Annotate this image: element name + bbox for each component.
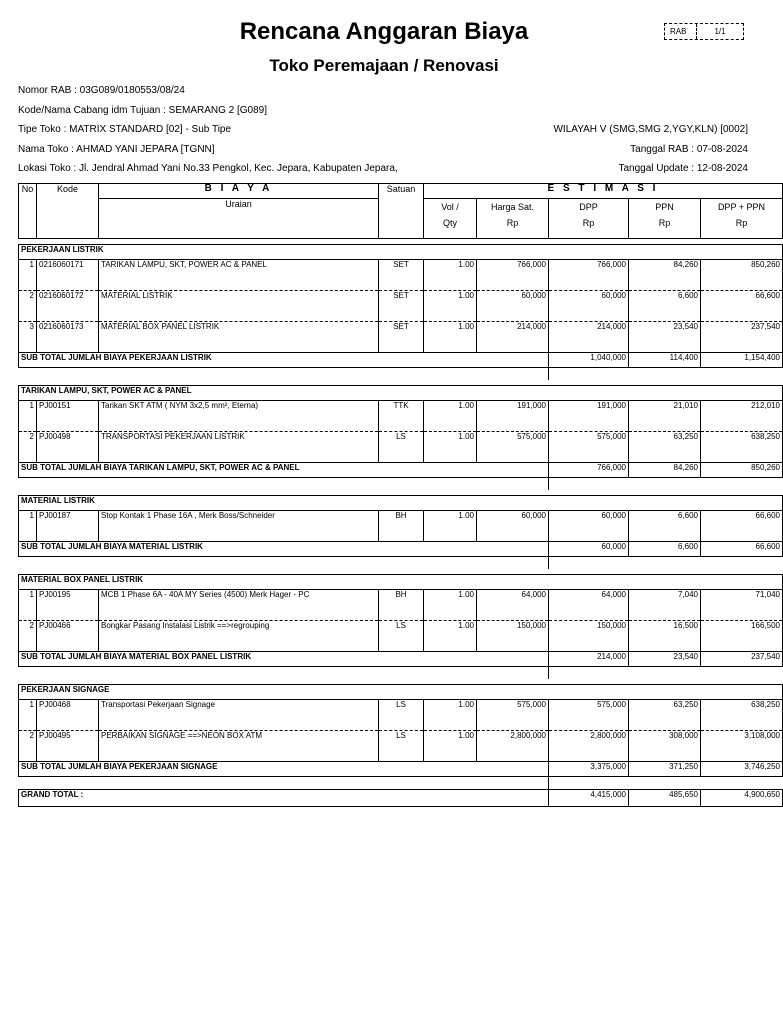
item-kode: PJ00466: [37, 621, 99, 652]
item-dpp: 150,000: [549, 621, 629, 652]
item-harga: 575,000: [477, 700, 549, 731]
item-no: 2: [19, 432, 37, 463]
section-title: MATERIAL BOX PANEL LISTRIK: [19, 575, 783, 590]
subtotal-ppn: 114,400: [629, 353, 701, 368]
subtotal-label: SUB TOTAL JUMLAH BIAYA MATERIAL LISTRIK: [19, 542, 549, 557]
subtotal-ppn: 23,540: [629, 652, 701, 667]
subtotal-ppn: 6,600: [629, 542, 701, 557]
table-row: [19, 700, 783, 731]
item-vol: 1.00: [424, 291, 477, 322]
item-vol: 1.00: [424, 731, 477, 762]
section-header: [19, 575, 783, 590]
item-vol: 1.00: [424, 322, 477, 353]
item-total: 212,010: [701, 401, 783, 432]
item-vol: 1.00: [424, 590, 477, 621]
item-kode: PJ00151: [37, 401, 99, 432]
item-satuan: LS: [379, 700, 424, 731]
subtotal-ppn: 84,260: [629, 463, 701, 478]
item-no: 1: [19, 511, 37, 542]
document-title: Rencana Anggaran Biaya: [239, 18, 529, 45]
col-uraian: Uraian: [225, 199, 252, 209]
table-row: [19, 260, 783, 291]
item-no: 2: [19, 291, 37, 322]
col-no: No: [21, 184, 34, 194]
section-title: TARIKAN LAMPU, SKT, POWER AC & PANEL: [19, 386, 783, 401]
item-ppn: 308,000: [629, 731, 701, 762]
item-harga: 766,000: [477, 260, 549, 291]
item-kode: PJ00187: [37, 511, 99, 542]
item-harga: 150,000: [477, 621, 549, 652]
item-satuan: SET: [379, 260, 424, 291]
rab-label: RAB: [665, 24, 697, 39]
item-vol: 1.00: [424, 260, 477, 291]
item-harga: 2,800,000: [477, 731, 549, 762]
col-dpp: DPP: [579, 202, 598, 212]
rab-page-box: [664, 23, 744, 40]
col-biaya: B I A Y A: [204, 183, 273, 194]
subtotal-label: SUB TOTAL JUMLAH BIAYA PEKERJAAN LISTRIK: [19, 353, 549, 368]
col-qty: Qty: [442, 218, 457, 228]
item-ppn: 7,040: [629, 590, 701, 621]
col-kode: Kode: [56, 184, 79, 194]
tanggal-rab: Tanggal RAB : 07-08-2024: [630, 144, 748, 155]
item-kode: PJ00495: [37, 731, 99, 762]
item-total: 71,040: [701, 590, 783, 621]
section-title: PEKERJAAN SIGNAGE: [19, 685, 783, 700]
item-vol: 1.00: [424, 401, 477, 432]
table-row: [19, 731, 783, 762]
section-header: [19, 496, 783, 511]
col-harga-unit: Rp: [506, 218, 519, 228]
subtotal-total: 850,260: [701, 463, 783, 478]
item-ppn: 16,500: [629, 621, 701, 652]
table-row: [19, 291, 783, 322]
item-no: 1: [19, 260, 37, 291]
subtotal-total: 1,154,400: [701, 353, 783, 368]
col-total: DPP + PPN: [717, 202, 766, 212]
item-dpp: 766,000: [549, 260, 629, 291]
item-kode: PJ00468: [37, 700, 99, 731]
col-total-unit: Rp: [735, 218, 748, 228]
section-header: [19, 386, 783, 401]
item-dpp: 191,000: [549, 401, 629, 432]
item-uraian: MATERIAL BOX PANEL LISTRIK: [99, 322, 379, 353]
subtotal-row: [19, 762, 783, 777]
item-satuan: LS: [379, 432, 424, 463]
subtotal-row: [19, 463, 783, 478]
item-dpp: 575,000: [549, 432, 629, 463]
item-total: 3,108,000: [701, 731, 783, 762]
subtotal-row: [19, 542, 783, 557]
item-ppn: 6,600: [629, 291, 701, 322]
item-harga: 214,000: [477, 322, 549, 353]
section-title: PEKERJAAN LISTRIK: [19, 245, 783, 260]
subtotal-dpp: 214,000: [549, 652, 629, 667]
item-total: 638,250: [701, 432, 783, 463]
item-uraian: MCB 1 Phase 6A - 40A MY Series (4500) Merk Hager - PC: [99, 590, 379, 621]
grand-total-ppn: 485,650: [629, 790, 701, 807]
section-title: MATERIAL LISTRIK: [19, 496, 783, 511]
col-ppn: PPN: [655, 202, 674, 212]
table-row: [19, 432, 783, 463]
item-dpp: 575,000: [549, 700, 629, 731]
document-subtitle: Toko Peremajaan / Renovasi: [269, 56, 499, 75]
item-uraian: MATERIAL LISTRIK: [99, 291, 379, 322]
kode-cabang: Kode/Nama Cabang idm Tujuan : SEMARANG 2 [G089]: [18, 105, 268, 116]
nomor-rab: Nomor RAB : 03G089/0180553/08/24: [18, 85, 185, 96]
item-dpp: 60,000: [549, 511, 629, 542]
col-harga: Harga Sat.: [490, 202, 535, 212]
item-harga: 60,000: [477, 291, 549, 322]
item-no: 2: [19, 621, 37, 652]
item-harga: 575,000: [477, 432, 549, 463]
subtotal-ppn: 371,250: [629, 762, 701, 777]
subtotal-dpp: 766,000: [549, 463, 629, 478]
item-kode: 0216060172: [37, 291, 99, 322]
item-satuan: TTK: [379, 401, 424, 432]
item-harga: 64,000: [477, 590, 549, 621]
grand-total-row: [19, 790, 783, 807]
item-ppn: 63,250: [629, 700, 701, 731]
rab-table: [18, 183, 783, 807]
item-vol: 1.00: [424, 511, 477, 542]
table-row: [19, 590, 783, 621]
lokasi-toko: Lokasi Toko : Jl. Jendral Ahmad Yani No.33 Pengkol, Kec. Jepara, Kabupaten Jepara,: [18, 163, 398, 174]
subtotal-label: SUB TOTAL JUMLAH BIAYA TARIKAN LAMPU, SKT, POWER AC & PANEL: [19, 463, 549, 478]
grand-total-total: 4,900,650: [701, 790, 783, 807]
item-uraian: Bongkar Pasang Instalasi Listrik ==>regrouping: [99, 621, 379, 652]
section-header: [19, 685, 783, 700]
nama-toko: Nama Toko : AHMAD YANI JEPARA [TGNN]: [18, 144, 215, 155]
col-vol: Vol /: [441, 202, 459, 212]
subtotal-total: 237,540: [701, 652, 783, 667]
item-uraian: PERBAIKAN SIGNAGE ==>NEON BOX ATM: [99, 731, 379, 762]
item-vol: 1.00: [424, 621, 477, 652]
section-header: [19, 245, 783, 260]
item-total: 166,500: [701, 621, 783, 652]
subtotal-dpp: 3,375,000: [549, 762, 629, 777]
item-kode: 0216060171: [37, 260, 99, 291]
item-harga: 60,000: [477, 511, 549, 542]
item-uraian: TRANSPORTASI PEKERJAAN LISTRIK: [99, 432, 379, 463]
item-ppn: 23,540: [629, 322, 701, 353]
grand-total-dpp: 4,415,000: [549, 790, 629, 807]
table-row: [19, 401, 783, 432]
item-kode: PJ00498: [37, 432, 99, 463]
item-total: 850,260: [701, 260, 783, 291]
item-satuan: BH: [379, 590, 424, 621]
item-satuan: BH: [379, 511, 424, 542]
item-ppn: 63,250: [629, 432, 701, 463]
item-dpp: 64,000: [549, 590, 629, 621]
item-vol: 1.00: [424, 432, 477, 463]
item-total: 237,540: [701, 322, 783, 353]
subtotal-label: SUB TOTAL JUMLAH BIAYA PEKERJAAN SIGNAGE: [19, 762, 549, 777]
subtotal-row: [19, 353, 783, 368]
wilayah: WILAYAH V (SMG,SMG 2,YGY,KLN) [0002]: [553, 124, 748, 135]
item-ppn: 84,260: [629, 260, 701, 291]
item-satuan: SET: [379, 291, 424, 322]
item-no: 1: [19, 401, 37, 432]
table-row: [19, 511, 783, 542]
item-ppn: 21,010: [629, 401, 701, 432]
item-satuan: SET: [379, 322, 424, 353]
subtotal-dpp: 60,000: [549, 542, 629, 557]
subtotal-row: [19, 652, 783, 667]
subtotal-label: SUB TOTAL JUMLAH BIAYA MATERIAL BOX PANEL LISTRIK: [19, 652, 549, 667]
item-vol: 1.00: [424, 700, 477, 731]
item-uraian: Transportasi Pekerjaan Signage: [99, 700, 379, 731]
item-total: 638,250: [701, 700, 783, 731]
item-no: 3: [19, 322, 37, 353]
item-ppn: 6,600: [629, 511, 701, 542]
item-dpp: 214,000: [549, 322, 629, 353]
subtotal-total: 66,600: [701, 542, 783, 557]
item-dpp: 60,000: [549, 291, 629, 322]
item-no: 1: [19, 700, 37, 731]
table-row: [19, 322, 783, 353]
item-total: 66,600: [701, 511, 783, 542]
item-total: 66,600: [701, 291, 783, 322]
item-no: 1: [19, 590, 37, 621]
grand-total-label: GRAND TOTAL :: [19, 790, 549, 807]
item-dpp: 2,800,000: [549, 731, 629, 762]
item-uraian: Stop Kontak 1 Phase 16A , Merk Boss/Schneider: [99, 511, 379, 542]
item-harga: 191,000: [477, 401, 549, 432]
rab-page: 1/1: [714, 27, 726, 36]
tipe-toko: Tipe Toko : MATRIX STANDARD [02] - Sub Tipe: [18, 124, 232, 135]
item-kode: PJ00195: [37, 590, 99, 621]
tanggal-update: Tanggal Update : 12-08-2024: [618, 163, 748, 174]
item-kode: 0216060173: [37, 322, 99, 353]
col-dpp-unit: Rp: [582, 218, 595, 228]
item-uraian: Tarikan SKT ATM ( NYM 3x2,5 mm², Eterna): [99, 401, 379, 432]
item-no: 2: [19, 731, 37, 762]
item-uraian: TARIKAN LAMPU, SKT, POWER AC & PANEL: [99, 260, 379, 291]
table-row: [19, 621, 783, 652]
subtotal-total: 3,746,250: [701, 762, 783, 777]
col-estimasi: E S T I M A S I: [547, 183, 659, 194]
item-satuan: LS: [379, 621, 424, 652]
col-ppn-unit: Rp: [658, 218, 671, 228]
subtotal-dpp: 1,040,000: [549, 353, 629, 368]
col-satuan: Satuan: [386, 184, 416, 194]
item-satuan: LS: [379, 731, 424, 762]
